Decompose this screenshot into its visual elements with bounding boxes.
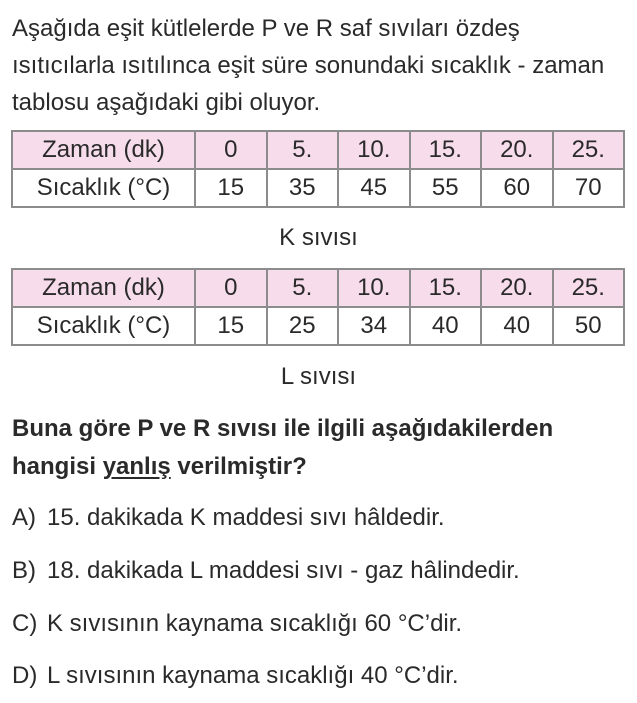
header-cell: Zaman (dk) [12,131,195,169]
header-cell: 10. [338,131,410,169]
intro-text: Aşağıda eşit kütlelerde P ve R saf sıvıları özdeş ısıtıcılarla ısıtılınca eşit süre sonundaki sıcaklık - zaman tablosu aşağıdaki gibi oluyor. [12,15,605,116]
header-cell: 20. [481,131,553,169]
option-text: 15. dakikada K maddesi sıvı hâldedir. [47,504,445,531]
row-cell: 45 [338,169,410,207]
table-l [11,268,625,346]
header-cell: 0 [195,131,267,169]
row-cell: 25 [267,307,339,345]
option-letter: C) [12,610,38,637]
option-a[interactable] [12,503,445,533]
row-cell: Sıcaklık (°C) [12,169,195,207]
option-text: L sıvısının kaynama sıcaklığı 40 °C’dir. [47,662,459,689]
question-after: verilmiştir? [170,453,307,480]
row-cell: Sıcaklık (°C) [12,307,195,345]
header-cell: 10. [338,269,410,307]
option-letter: D) [12,662,38,689]
header-cell: 0 [195,269,267,307]
table-header-row [12,269,624,307]
row-cell: 60 [481,169,553,207]
table-header-row [12,131,624,169]
option-text: 18. dakikada L maddesi sıvı - gaz hâlindedir. [47,557,520,584]
header-cell: 20. [481,269,553,307]
option-text: K sıvısının kaynama sıcaklığı 60 °C’dir. [47,610,463,637]
header-cell: Zaman (dk) [12,269,195,307]
header-cell: 5. [267,269,339,307]
option-b[interactable] [12,556,520,586]
option-d[interactable] [12,661,459,691]
table-row [12,307,624,345]
row-cell: 70 [553,169,625,207]
question-text [12,410,632,486]
row-cell: 34 [338,307,410,345]
option-c[interactable] [12,609,462,639]
row-cell: 40 [410,307,482,345]
option-letter: B) [12,557,36,584]
header-cell: 25. [553,131,625,169]
option-letter: A) [12,504,36,531]
header-cell: 15. [410,269,482,307]
row-cell: 15 [195,169,267,207]
question-emphasis: yanlış [102,453,171,480]
row-cell: 55 [410,169,482,207]
row-cell: 40 [481,307,553,345]
question-before: Buna göre P ve R sıvısı ile ilgili aşağıdakilerden hangisi [12,415,554,480]
header-cell: 5. [267,131,339,169]
row-cell: 50 [553,307,625,345]
table-caption-k: K sıvısı [279,224,358,251]
row-cell: 35 [267,169,339,207]
table-caption-l: L sıvısı [280,363,357,390]
table-row [12,169,624,207]
header-cell: 25. [553,269,625,307]
row-cell: 15 [195,307,267,345]
header-cell: 15. [410,131,482,169]
table-k [11,130,625,208]
